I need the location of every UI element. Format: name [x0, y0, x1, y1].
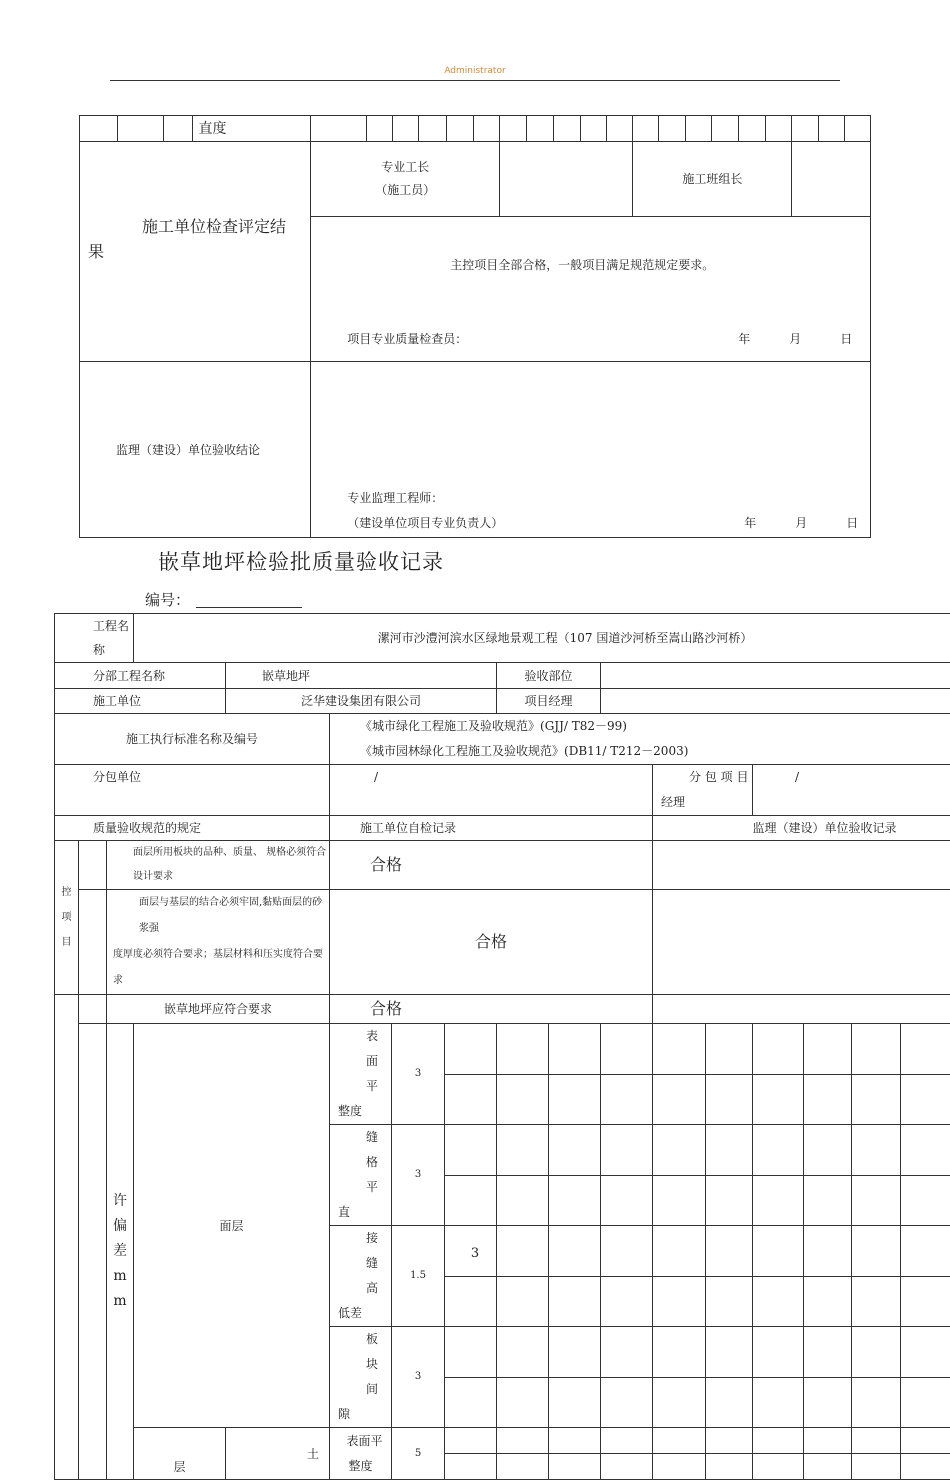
- main-item-1-result: 合格: [330, 841, 653, 890]
- soil-layer-label-b: 层: [134, 1428, 226, 1480]
- team-leader-label: 施工班组长: [633, 142, 792, 217]
- sub-project-label: 分部工程名称: [55, 663, 226, 689]
- header-author: Administrator: [444, 66, 506, 76]
- main-item-2-line2: 度厚度必须符合要求；基层材料和压实度符合要求: [113, 949, 323, 986]
- header-rule: [110, 80, 840, 81]
- contractor-value: 泛华建设集团有限公司: [226, 689, 497, 714]
- row-label-straightness: 直度: [192, 116, 311, 142]
- row-5-name: 表面平: [346, 1433, 383, 1448]
- tolerance-char-3: 差: [113, 1243, 127, 1259]
- row-3-tolerance: 1.5: [392, 1226, 445, 1327]
- main-control-char-3: 目: [61, 937, 72, 948]
- spec-header: 质量验收规范的规定: [55, 816, 330, 841]
- project-manager-label: 项目经理: [497, 689, 601, 714]
- sub-project-value: 嵌草地坪: [226, 663, 497, 689]
- construction-result-text: 主控项目全部合格，一般项目满足规范规定要求。: [450, 258, 715, 272]
- row-5-name-cont: 整度: [348, 1458, 373, 1473]
- main-item-1: 面层所用板块的品种、质量、 规格必须符合设计要求: [107, 841, 330, 890]
- soil-layer-label-a: 土: [226, 1428, 330, 1480]
- number-field: [196, 607, 302, 608]
- sub-pm-label: 分 包 项 目: [689, 770, 749, 784]
- page-number: 3: [470, 1246, 480, 1261]
- acceptance-form: [54, 613, 950, 1480]
- tolerance-char-2: 偏: [113, 1218, 127, 1234]
- surface-layer-label: 面层: [134, 1024, 330, 1428]
- standard-label: 施工执行标准名称及编号: [55, 714, 330, 765]
- sub-pm-value: /: [753, 765, 950, 816]
- subcontractor-label: 分包单位: [55, 765, 330, 816]
- month-label: 月: [789, 332, 802, 346]
- month-label: 月: [795, 516, 808, 530]
- standard-1: 《城市绿化工程施工及验收规范》(GJJ/ T82－99): [360, 719, 627, 733]
- main-control-char-2: 项: [61, 912, 72, 923]
- project-name-value: 漯河市沙澧河滨水区绿地景观工程（107 国道沙河桥至嵩山路沙河桥）: [134, 614, 950, 663]
- tolerance-char-1: 许: [113, 1193, 127, 1209]
- day-label: 日: [846, 516, 859, 530]
- standard-2: 《城市园林绿化工程施工及验收规范》(DB11/ T212－2003): [360, 744, 689, 758]
- tolerance-char-5: m: [113, 1293, 127, 1309]
- subcontractor-value: /: [330, 765, 653, 816]
- main-item-2-line1: 面层与基层的结合必须牢固,黏贴面层的砂浆强: [139, 897, 323, 934]
- acceptance-part-label: 验收部位: [497, 663, 601, 689]
- row-5-tolerance: 5: [392, 1428, 445, 1480]
- row-1-name-cont: 整度: [338, 1104, 363, 1118]
- owner-representative-label: （建设单位项目专业负责人）: [347, 516, 504, 530]
- row-4-name-cont: 隙: [338, 1407, 351, 1421]
- main-item-3-result: 合格: [330, 995, 653, 1024]
- row-1-tolerance: 3: [392, 1024, 445, 1125]
- row-3-name: 接 缝 高: [366, 1231, 379, 1295]
- row-1-name: 表 面 平: [366, 1029, 379, 1093]
- foreman-label: 专业工长: [381, 160, 430, 174]
- construction-result-label-cont: 果: [88, 242, 105, 261]
- main-item-3: 嵌草地坪应符合要求: [107, 995, 330, 1024]
- row-2-tolerance: 3: [392, 1125, 445, 1226]
- project-name-label: 工程名称: [55, 614, 134, 663]
- year-label: 年: [744, 516, 757, 530]
- number-label: 编号：: [145, 591, 191, 609]
- document-title: 嵌草地坪检验批质量验收记录: [158, 550, 444, 574]
- main-item-2-result: 合格: [330, 890, 653, 995]
- row-4-tolerance: 3: [392, 1327, 445, 1428]
- self-check-header: 施工单位自检记录: [330, 816, 653, 841]
- supervisor-label: 专业监理工程师：: [347, 491, 444, 505]
- day-label: 日: [840, 332, 853, 346]
- row-2-name: 缝 格 平: [366, 1130, 379, 1194]
- supervision-conclusion-label: 监理（建设）单位验收结论: [80, 362, 311, 538]
- tolerance-char-4: m: [113, 1268, 127, 1284]
- evaluation-table: [79, 115, 871, 538]
- sub-pm-label-cont: 经理: [661, 795, 686, 809]
- contractor-label: 施工单位: [55, 689, 226, 714]
- main-control-char-1: 控: [61, 887, 72, 898]
- row-3-name-cont: 低差: [338, 1306, 363, 1320]
- construction-result-label: 施工单位检查评定结: [142, 217, 287, 236]
- row-4-name: 板 块 间: [366, 1332, 379, 1396]
- supervision-record-header: 监理（建设）单位验收记录: [653, 816, 950, 841]
- foreman-sub-label: （施工员）: [375, 183, 436, 197]
- inspector-label: 项目专业质量检查员：: [347, 332, 468, 346]
- year-label: 年: [738, 332, 751, 346]
- row-2-name-cont: 直: [338, 1205, 351, 1219]
